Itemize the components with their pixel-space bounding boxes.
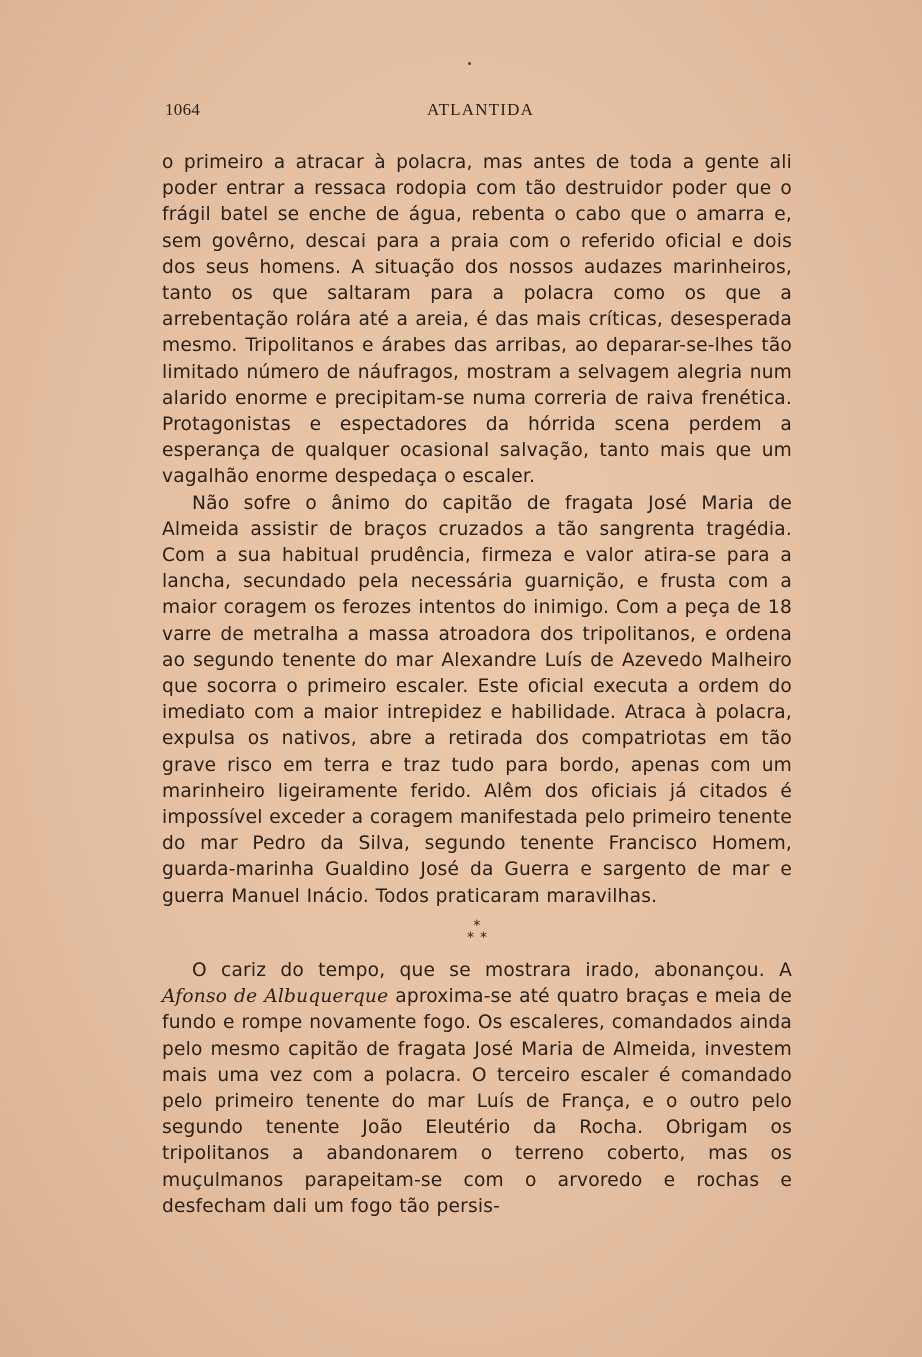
page-number: 1064 bbox=[165, 100, 201, 119]
paragraph-1: o primeiro a atracar à polacra, mas antes de toda a gente ali poder entrar a ressaca rodopia com tão destruidor poder que o frágil batel se enche de água, rebenta o cabo que o amarra e, sem govêrno, descai para a praia com o referido oficial e dois dos seus homens. A situação dos nossos audazes marinheiros, tanto os que saltaram para a polacra como os que a arrebentação rolára até a areia, é das mais críticas, desesperada mesmo. Tripolitanos e árabes das arribas, ao deparar-se-lhes tão limitado número de náufragos, mostram a selvagem alegria num alarido enorme e precipitam-se numa correria de raiva frenética. Protagonistas e espectadores da hórrida scena perdem a esperança de qualquer ocasional salvação, tanto mais que um vagalhão enorme despedaça o escaler. bbox=[162, 152, 792, 488]
paragraph-3 bbox=[162, 958, 792, 1220]
body-text bbox=[162, 150, 792, 1220]
paragraph-3-rest: aproxima-se até quatro braças e meia de fundo e rompe novamente fogo. Os escaleres, comandados ainda pelo mesmo capitão de fragata José Maria de Almeida, investem mais uma vez com a polacra. O terceiro escaler é comandado pelo primeiro tenente do mar Luís de França, e o outro pelo segundo tenente João Eleutério da Rocha. Obrigam os tripolitanos a abandonarem o terreno coberto, mas os muçulmanos parapeitam-se com o arvoredo e rochas e desfecham dali um fogo tão persis- bbox=[162, 986, 792, 1217]
paragraph-2: Não sofre o ânimo do capitão de fragata José Maria de Almeida assistir de braços cruzados a tão sangrenta tragédia. Com a sua habitual prudência, firmeza e valor atira-se para a lancha, secundado pela necessária guarnição, e frusta com a maior coragem os ferozes intentos do inimigo. Com a peça de 18 varre de metralha a massa atroadora dos tripolitanos, e ordena ao segundo tenente do mar Alexandre Luís de Azevedo Malheiro que socorra o primeiro escaler. Este oficial executa a ordem do imediato com a maior intrepidez e habilidade. Atraca à polacra, expulsa os nativos, abre a retirada dos compatriotas em tão grave risco em terra e traz tudo para bordo, apenas com um marinheiro ligeiramente ferido. Alêm dos oficiais já citados é impossível exceder a coragem manifestada pelo primeiro tenente do mar Pedro da Silva, segundo tenente Francisco Homem, guarda-marinha Gualdino José da Guerra e sargento de mar e guerra Manuel Inácio. Todos praticaram maravilhas. bbox=[162, 492, 792, 907]
page-header bbox=[165, 100, 793, 124]
running-title: ATLANTIDA bbox=[427, 100, 535, 119]
section-separator bbox=[162, 917, 792, 946]
paragraph-3-start: O cariz do tempo, que se mostrara irado, abonançou. A bbox=[192, 959, 792, 981]
ink-speck bbox=[468, 62, 471, 65]
separator-asterisks-bottom: ** bbox=[467, 929, 493, 946]
ship-name: Afonso de Albuquerque bbox=[162, 986, 389, 1008]
separator-asterisk-top: * bbox=[473, 917, 481, 934]
